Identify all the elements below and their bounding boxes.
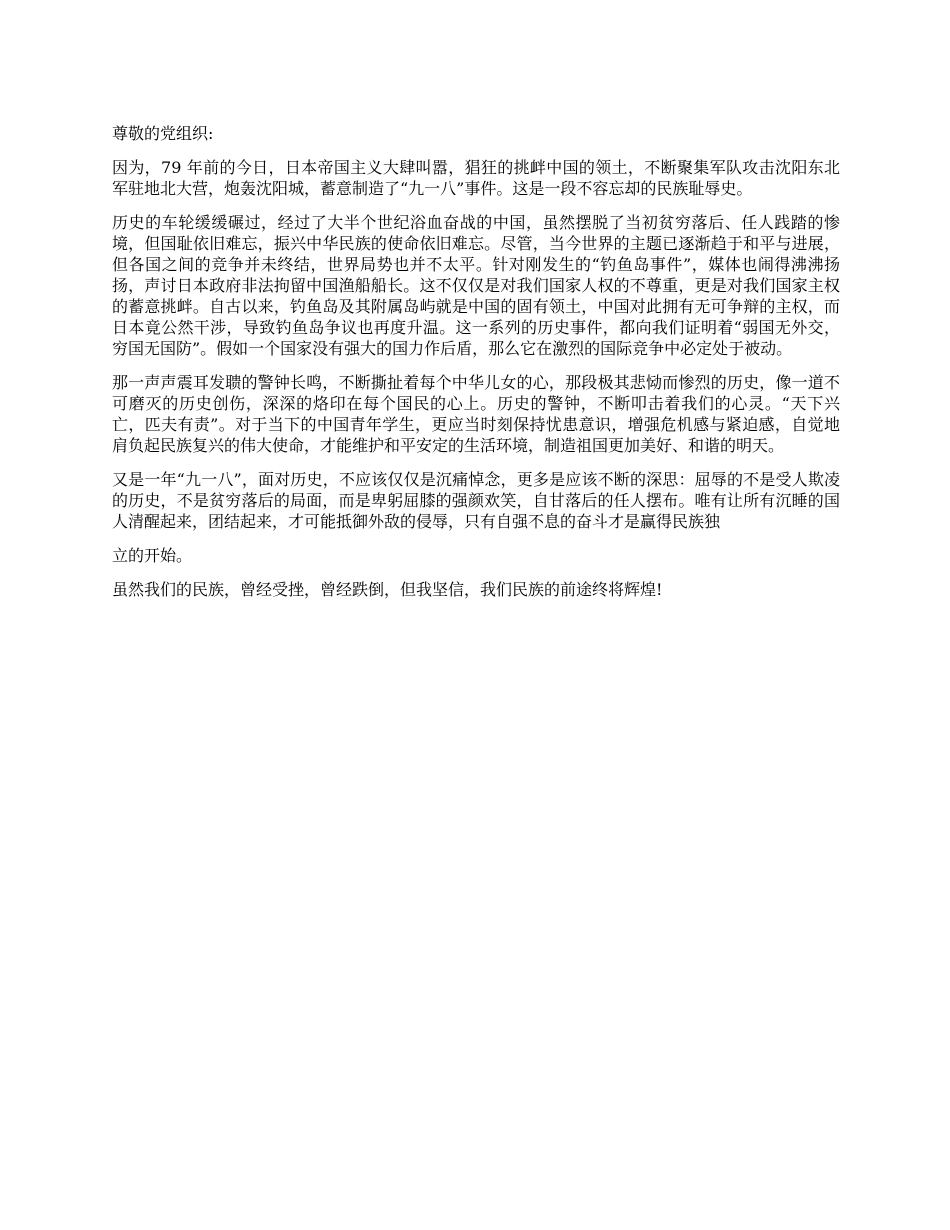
- paragraph-5: 立的开始。: [112, 546, 193, 565]
- paragraph-1: 因为，79 年前的今日，日本帝国主义大肆叫嚣，猖狂的挑衅中国的领土，不断聚集军队攻击沈阳东北军驻地北大营，炮轰沈阳城，蓄意制造了“九一八”事件。这是一段不容忘却的民族耻辱史。: [112, 158, 840, 198]
- paragraph-6: 虽然我们的民族，曾经受挫，曾经跌倒，但我坚信，我们民族的前途终将辉煌!: [112, 580, 663, 599]
- paragraph-4: 又是一年“九一八”，面对历史，不应该仅仅是沉痛悼念，更多是应该不断的深思：屈辱的不是受人欺凌的历史，不是贫穷落后的局面，而是卑躬屈膝的强颜欢笑，自甘落后的任人摆布。唯有让所有沉睡的国人清醒起来，团结起来，才可能抵御外敌的侵辱，只有自强不息的奋斗才是赢得民族独: [112, 470, 840, 531]
- paragraph-2: 历史的车轮缓缓碾过，经过了大半个世纪浴血奋战的中国，虽然摆脱了当初贫穷落后、任人践踏的惨境，但国耻依旧难忘，振兴中华民族的使命依旧难忘。尽管，当今世界的主题已逐渐趋于和平与进展，但各国之间的竞争并未终结，世界局势也并不太平。针对刚发生的“钓鱼岛事件”，媒体也闹得沸沸扬扬，声讨日本政府非法拘留中国渔船船长。这不仅仅是对我们国家人权的不尊重，更是对我们国家主权的蓄意挑衅。自古以来，钓鱼岛及其附属岛屿就是中国的固有领土，中国对此拥有无可争辩的主权，而日本竟公然干涉，导致钓鱼岛争议也再度升温。这一系列的历史事件，都向我们证明着“弱国无外交，穷国无国防”。假如一个国家没有强大的国力作后盾，那么它在激烈的国际竞争中必定处于被动。: [112, 213, 840, 358]
- paragraph-3: 那一声声震耳发聩的警钟长鸣，不断撕扯着每个中华儿女的心，那段极其悲恸而惨烈的历史，像一道不可磨灭的历史创伤，深深的烙印在每个国民的心上。历史的警钟，不断叩击着我们的心灵。“天下兴亡，匹夫有责”。对于当下的中国青年学生，更应当时刻保持忧患意识，增强危机感与紧迫感，自觉地肩负起民族复兴的伟大使命，才能维护和平安定的生活环境，制造祖国更加美好、和谐的明天。: [112, 373, 840, 455]
- salutation: 尊敬的党组织:: [112, 124, 214, 143]
- document-body: [112, 123, 840, 613]
